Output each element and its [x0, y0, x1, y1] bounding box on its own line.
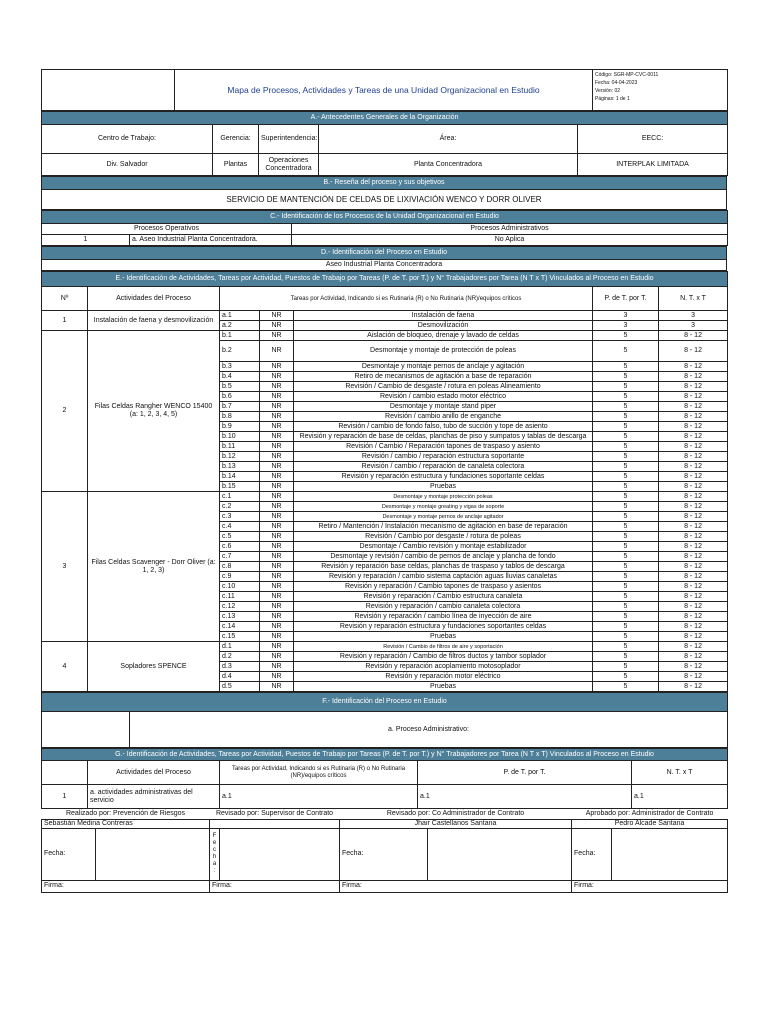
- sig-name-3: Jhair Castellanos Santana: [340, 819, 572, 828]
- e-task-pdt: 3: [593, 321, 659, 331]
- sig-fecha-vertical: F e c h a :: [210, 828, 220, 880]
- e-task-pdt: 5: [593, 402, 659, 412]
- e-task-desc: Revisión / cambio anillo de enganche: [294, 412, 593, 422]
- e-task-code: b.8: [220, 412, 260, 422]
- label-centro: Centro de Trabajo:: [42, 125, 213, 154]
- e-task-desc: Desmontaje y montaje pernos de anclaje y agitación: [294, 362, 593, 372]
- section-a-bar: A.- Antecedentes Generales de la Organización: [42, 112, 728, 125]
- e-task-type: NR: [260, 562, 294, 572]
- e-task-type: NR: [260, 672, 294, 682]
- e-task-desc: Revisión y reparación motor eléctrico: [294, 672, 593, 682]
- e-task-code: d.4: [220, 672, 260, 682]
- e-task-desc: Desmontaje y revisión / cambio de pernos de anclaje y plancha de fondo: [294, 552, 593, 562]
- sig-firma-3[interactable]: Firma:: [340, 880, 572, 892]
- e-task-ntt: 8 - 12: [659, 442, 728, 452]
- sig-fecha-label-1: Fecha:: [42, 828, 96, 880]
- e-task-pdt: 5: [593, 422, 659, 432]
- section-e-table: [41, 271, 728, 692]
- e-task-type: NR: [260, 612, 294, 622]
- e-task-pdt: 5: [593, 331, 659, 341]
- e-task-pdt: 5: [593, 602, 659, 612]
- e-task-code: c.3: [220, 512, 260, 522]
- e-task-type: NR: [260, 492, 294, 502]
- e-task-code: b.14: [220, 472, 260, 482]
- e-task-ntt: 8 - 12: [659, 412, 728, 422]
- e-task-pdt: 5: [593, 632, 659, 642]
- e-task-code: c.4: [220, 522, 260, 532]
- e-task-code: b.11: [220, 442, 260, 452]
- sig-fecha-box-1[interactable]: [96, 828, 210, 880]
- e-task-desc: Revisión y reparación de base de celdas, planchas de piso y sumpatos y tablas de descarga: [294, 432, 593, 442]
- e-task-type: NR: [260, 362, 294, 372]
- e-task-code: b.7: [220, 402, 260, 412]
- e-task-type: NR: [260, 452, 294, 462]
- e-task-pdt: 5: [593, 622, 659, 632]
- e-task-ntt: 8 - 12: [659, 652, 728, 662]
- e-task-row: [42, 492, 728, 502]
- e-task-type: NR: [260, 642, 294, 652]
- administrativo-item: No Aplica: [292, 235, 728, 246]
- e-task-type: NR: [260, 311, 294, 321]
- operativo-item: a. Aseo Industrial Planta Concentradora.: [130, 235, 292, 246]
- e-task-ntt: 8 - 12: [659, 622, 728, 632]
- e-task-pdt: 5: [593, 552, 659, 562]
- section-d-bar: D.- Identificación del Proceso en Estudio: [42, 247, 727, 260]
- sig-revisado-1: Revisado por: Supervisor de Contrato: [215, 809, 334, 817]
- e-task-ntt: 8 - 12: [659, 562, 728, 572]
- e-task-code: b.4: [220, 372, 260, 382]
- sig-fecha-box-3[interactable]: [428, 828, 572, 880]
- e-task-type: NR: [260, 552, 294, 562]
- g-header-ntt: N. T. x T: [632, 761, 728, 785]
- e-header-tareas: Tareas por Actividad, Indicando si es Rutinaria (R) o No Rutinaria (NR)/equipos críticos: [220, 287, 593, 311]
- section-f: [41, 692, 728, 748]
- e-task-pdt: 5: [593, 382, 659, 392]
- e-task-ntt: 8 - 12: [659, 642, 728, 652]
- e-task-desc: Revisión / cambio / reparación de canaleta colectora: [294, 462, 593, 472]
- g-row-tarea: a.1: [220, 785, 418, 809]
- e-task-row: [42, 331, 728, 341]
- section-g: [41, 748, 728, 809]
- e-task-code: c.13: [220, 612, 260, 622]
- e-task-ntt: 8 - 12: [659, 572, 728, 582]
- e-task-code: d.2: [220, 652, 260, 662]
- e-task-code: c.9: [220, 572, 260, 582]
- e-task-desc: Desmontaje y montaje protección poleas: [294, 492, 593, 502]
- e-task-ntt: 8 - 12: [659, 582, 728, 592]
- e-task-desc: Revisión / Cambio de desgaste / rotura en poleas Alineamiento: [294, 382, 593, 392]
- e-task-code: c.6: [220, 542, 260, 552]
- e-task-ntt: 8 - 12: [659, 402, 728, 412]
- e-task-pdt: 3: [593, 311, 659, 321]
- g-row-pdt: a.1: [418, 785, 632, 809]
- e-task-desc: Revisión y reparación / cambio canaleta colectora: [294, 602, 593, 612]
- e-task-ntt: 8 - 12: [659, 462, 728, 472]
- e-task-desc: Revisión y reparación / Cambio estructura canaleta: [294, 592, 593, 602]
- e-task-ntt: 8 - 12: [659, 372, 728, 382]
- e-task-ntt: 8 - 12: [659, 542, 728, 552]
- e-task-code: b.3: [220, 362, 260, 372]
- e-group-num: 4: [42, 642, 88, 692]
- e-task-ntt: 8 - 12: [659, 522, 728, 532]
- signatures-table: [41, 809, 728, 893]
- document-sheet: [41, 69, 727, 893]
- e-task-code: c.2: [220, 502, 260, 512]
- section-c: [41, 210, 728, 246]
- section-f-empty: [42, 712, 130, 748]
- e-task-pdt: 5: [593, 472, 659, 482]
- e-task-code: c.14: [220, 622, 260, 632]
- e-task-ntt: 8 - 12: [659, 502, 728, 512]
- document-meta: [593, 70, 728, 111]
- e-header-actividades: Actividades del Proceso: [88, 287, 220, 311]
- e-task-desc: Desmontaje y montaje greating y vigas de soporte: [294, 502, 593, 512]
- e-task-desc: Desmontaje y montaje pernos de anclaje agitador: [294, 512, 593, 522]
- e-task-desc: Revisión y reparación / Cambio tapones de traspaso y asientos: [294, 582, 593, 592]
- e-task-pdt: 5: [593, 492, 659, 502]
- sig-fecha-label-3: Fecha:: [340, 828, 428, 880]
- e-task-desc: Pruebas: [294, 482, 593, 492]
- e-task-type: NR: [260, 502, 294, 512]
- e-group-activity: Filas Celdas Scavenger - Dorr Oliver (a: 1, 2, 3): [88, 492, 220, 642]
- e-task-desc: Desmontaje y montaje de protección de poleas: [294, 341, 593, 362]
- e-task-type: NR: [260, 682, 294, 692]
- meta-codigo: Código: SGR-MP-CVC-0011: [595, 72, 659, 78]
- e-group-num: 1: [42, 311, 88, 331]
- e-body: [42, 311, 728, 692]
- section-f-bar: F.- Identificación del Proceso en Estudio: [42, 693, 728, 712]
- e-task-desc: Revisión y reparación estructura y fundaciones soportante celdas: [294, 472, 593, 482]
- e-task-pdt: 5: [593, 592, 659, 602]
- sig-firma-2[interactable]: Firma:: [210, 880, 340, 892]
- e-task-desc: Aislación de bloqueo, drenaje y lavado de celdas: [294, 331, 593, 341]
- e-task-type: NR: [260, 341, 294, 362]
- e-task-ntt: 8 - 12: [659, 492, 728, 502]
- e-header-ntt: N. T. x T: [659, 287, 728, 311]
- value-super: Operaciones Concentradora: [259, 154, 319, 176]
- e-task-code: c.11: [220, 592, 260, 602]
- e-task-desc: Revisión y reparación / Cambio de filtros ductos y tambor soplador: [294, 652, 593, 662]
- e-task-type: NR: [260, 321, 294, 331]
- e-task-type: NR: [260, 542, 294, 552]
- e-task-type: NR: [260, 482, 294, 492]
- e-task-type: NR: [260, 422, 294, 432]
- e-task-desc: Revisión / cambio de fondo falso, tubo de succión y tope de asiento: [294, 422, 593, 432]
- sig-name-2: [210, 819, 340, 828]
- e-task-pdt: 5: [593, 522, 659, 532]
- e-task-pdt: 5: [593, 362, 659, 372]
- sig-name-1: Sebastián Medina Contreras: [42, 819, 210, 828]
- e-task-code: c.10: [220, 582, 260, 592]
- e-task-desc: Instalación de faena: [294, 311, 593, 321]
- label-super: Superintendencia:: [259, 125, 319, 154]
- section-c-bar: C.- Identificación de los Procesos de la Unidad Organizacional en Estudio: [42, 211, 728, 224]
- e-header-num: Nº: [42, 287, 88, 311]
- e-task-code: c.15: [220, 632, 260, 642]
- e-task-desc: Revisión / cambio / reparación estructura soportante: [294, 452, 593, 462]
- section-d: [41, 246, 727, 271]
- e-task-code: c.5: [220, 532, 260, 542]
- e-task-code: d.1: [220, 642, 260, 652]
- g-row-ntt: a.1: [632, 785, 728, 809]
- e-task-type: NR: [260, 592, 294, 602]
- e-task-code: b.15: [220, 482, 260, 492]
- e-task-type: NR: [260, 412, 294, 422]
- e-task-desc: Revisión y reparación / cambio sistema captación aguas lluvias canaletas: [294, 572, 593, 582]
- e-task-type: NR: [260, 372, 294, 382]
- e-task-type: NR: [260, 472, 294, 482]
- label-area: Área:: [319, 125, 578, 154]
- e-task-ntt: 3: [659, 321, 728, 331]
- e-task-desc: Revisión y reparación / cambio línea de inyección de aire: [294, 612, 593, 622]
- e-task-ntt: 8 - 12: [659, 552, 728, 562]
- e-task-pdt: 5: [593, 442, 659, 452]
- label-gerencia: Gerencia:: [213, 125, 259, 154]
- operativo-num: 1: [42, 235, 130, 246]
- e-task-ntt: 8 - 12: [659, 482, 728, 492]
- e-task-row: [42, 311, 728, 321]
- meta-version: Versión: 02: [595, 88, 621, 94]
- e-task-desc: Retiro / Mantención / Instalación mecanismo de agitación en base de reparación: [294, 522, 593, 532]
- e-task-type: NR: [260, 442, 294, 452]
- e-task-pdt: 5: [593, 662, 659, 672]
- e-group-num: 3: [42, 492, 88, 642]
- sig-fecha-box-2[interactable]: [220, 828, 340, 880]
- e-task-desc: Pruebas: [294, 632, 593, 642]
- e-task-pdt: 5: [593, 562, 659, 572]
- e-task-ntt: 8 - 12: [659, 432, 728, 442]
- e-task-ntt: 8 - 12: [659, 422, 728, 432]
- e-task-type: NR: [260, 652, 294, 662]
- e-task-pdt: 5: [593, 672, 659, 682]
- e-task-type: NR: [260, 331, 294, 341]
- section-a: [41, 111, 728, 176]
- e-task-type: NR: [260, 432, 294, 442]
- e-task-pdt: 5: [593, 582, 659, 592]
- e-task-code: c.8: [220, 562, 260, 572]
- e-task-type: NR: [260, 572, 294, 582]
- header-table: [41, 69, 728, 111]
- e-task-ntt: 8 - 12: [659, 382, 728, 392]
- operativos-label: Procesos Operativos: [42, 224, 292, 235]
- e-task-type: NR: [260, 392, 294, 402]
- section-e-bar: E.- Identificación de Actividades, Tareas por Actividad, Puestos de Trabajo por Tareas (P. de T. por T.) y N° Trabajadores por Tarea (N T x T) Vinculados al Proceso en Estudio: [42, 272, 728, 287]
- g-header-actividades: Actividades del Proceso: [88, 761, 220, 785]
- e-task-pdt: 5: [593, 452, 659, 462]
- e-task-code: b.10: [220, 432, 260, 442]
- section-b-text: SERVICIO DE MANTENCIÓN DE CELDAS DE LIXIVIACIÓN WENCO Y DORR OLIVER: [42, 190, 727, 210]
- e-task-pdt: 5: [593, 542, 659, 552]
- sig-realizado: Realizado por: Prevención de Riesgos: [65, 809, 186, 817]
- g-header-pdt: P. de T. por T.: [418, 761, 632, 785]
- e-task-ntt: 8 - 12: [659, 452, 728, 462]
- e-task-row: [42, 642, 728, 652]
- value-centro: Div. Salvador: [42, 154, 213, 176]
- e-task-pdt: 5: [593, 682, 659, 692]
- g-header-tareas: Tareas por Actividad, Indicando si es Rutinaria (R) o No Rutinaria (NR)/equipos críticos: [220, 761, 418, 785]
- e-group-activity: Sopladores SPENCE: [88, 642, 220, 692]
- e-task-ntt: 8 - 12: [659, 682, 728, 692]
- e-task-type: NR: [260, 462, 294, 472]
- e-task-ntt: 8 - 12: [659, 392, 728, 402]
- e-task-code: b.1: [220, 331, 260, 341]
- e-task-pdt: 5: [593, 412, 659, 422]
- e-task-pdt: 5: [593, 372, 659, 382]
- e-task-ntt: 8 - 12: [659, 532, 728, 542]
- e-task-pdt: 5: [593, 512, 659, 522]
- sig-firma-4[interactable]: Firma:: [572, 880, 728, 892]
- label-eecc: EECC:: [578, 125, 728, 154]
- sig-name-4: Pedro Alcade Santana: [572, 819, 728, 828]
- value-gerencia: Plantas: [213, 154, 259, 176]
- section-g-bar: G.- Identificación de Actividades, Tareas por Actividad, Puestos de Trabajo por Tareas (P. de T. por T.) y N° Trabajadores por Tarea (N T x T) Vinculados al Proceso en Estudio: [42, 749, 728, 761]
- e-task-type: NR: [260, 602, 294, 612]
- e-task-type: NR: [260, 402, 294, 412]
- e-task-code: d.3: [220, 662, 260, 672]
- administrativos-label: Procesos Administrativos: [292, 224, 728, 235]
- e-task-pdt: 5: [593, 432, 659, 442]
- e-task-code: c.12: [220, 602, 260, 612]
- e-task-code: b.5: [220, 382, 260, 392]
- e-group-activity: Filas Celdas Rangher WENCO 15400 (a: 1, 2, 3, 4, 5): [88, 331, 220, 492]
- e-task-type: NR: [260, 622, 294, 632]
- e-task-type: NR: [260, 632, 294, 642]
- e-task-ntt: 8 - 12: [659, 612, 728, 622]
- e-task-pdt: 5: [593, 612, 659, 622]
- e-task-desc: Revisión / Cambio / Reparación tapones de traspaso y asiento: [294, 442, 593, 452]
- e-task-desc: Pruebas: [294, 682, 593, 692]
- section-b-bar: B.- Reseña del proceso y sus objetivos: [42, 177, 727, 190]
- section-d-text: Aseo Industrial Planta Concentradora: [42, 260, 727, 271]
- e-task-desc: Revisión / cambio estado motor eléctrico: [294, 392, 593, 402]
- sig-firma-1[interactable]: Firma:: [42, 880, 210, 892]
- meta-fecha: Fecha: 04-04-2023: [595, 80, 638, 86]
- e-task-code: a.1: [220, 311, 260, 321]
- e-task-ntt: 8 - 12: [659, 512, 728, 522]
- e-task-ntt: 8 - 12: [659, 632, 728, 642]
- e-task-desc: Desmontaje y montaje stand piper: [294, 402, 593, 412]
- e-task-ntt: 8 - 12: [659, 331, 728, 341]
- e-task-pdt: 5: [593, 392, 659, 402]
- e-task-pdt: 5: [593, 482, 659, 492]
- e-task-desc: Revisión / Cambio por desgaste / rotura de poleas: [294, 532, 593, 542]
- section-b: [41, 176, 727, 210]
- e-task-type: NR: [260, 512, 294, 522]
- e-task-ntt: 8 - 12: [659, 341, 728, 362]
- sig-fecha-label-4: Fecha:: [572, 828, 612, 880]
- sig-aprobado: Aprobado por: Administrador de Contrato: [585, 809, 714, 817]
- e-task-code: b.9: [220, 422, 260, 432]
- document-title: Mapa de Procesos, Actividades y Tareas de una Unidad Organizacional en Estudio: [175, 70, 593, 111]
- sig-fecha-box-4[interactable]: [612, 828, 728, 880]
- sig-revisado-2: Revisado por: Co Administrador de Contrato: [386, 809, 525, 817]
- e-task-code: b.13: [220, 462, 260, 472]
- e-task-ntt: 8 - 12: [659, 662, 728, 672]
- e-task-ntt: 3: [659, 311, 728, 321]
- e-task-code: b.12: [220, 452, 260, 462]
- e-task-type: NR: [260, 382, 294, 392]
- e-task-code: c.1: [220, 492, 260, 502]
- e-task-type: NR: [260, 582, 294, 592]
- e-task-desc: Desmovilización: [294, 321, 593, 331]
- g-row-num: 1: [42, 785, 88, 809]
- e-group-num: 2: [42, 331, 88, 492]
- e-task-code: b.2: [220, 341, 260, 362]
- e-task-desc: Revisión / Cambio de filtros de aire y soportación: [294, 642, 593, 652]
- e-task-desc: Desmontaje / Cambio revisión y montaje estabilizador: [294, 542, 593, 552]
- e-task-code: d.5: [220, 682, 260, 692]
- e-task-desc: Revisión y reparación estructura y fundaciones soportantes celdas: [294, 622, 593, 632]
- e-task-code: a.2: [220, 321, 260, 331]
- value-eecc: INTERPLAK LIMITADA: [578, 154, 728, 176]
- g-row-actividad: a. actividades administrativas del servicio: [88, 785, 220, 809]
- logo-cell: [42, 70, 175, 111]
- e-task-desc: Retiro de mecanismos de agitación a base de reparación: [294, 372, 593, 382]
- e-task-desc: Revisión y reparación base celdas, planchas de traspaso y tablos de descarga: [294, 562, 593, 572]
- e-task-ntt: 8 - 12: [659, 362, 728, 372]
- e-task-ntt: 8 - 12: [659, 592, 728, 602]
- e-task-pdt: 5: [593, 462, 659, 472]
- e-task-pdt: 5: [593, 572, 659, 582]
- value-area: Planta Concentradora: [319, 154, 578, 176]
- e-header-pdt: P. de T. por T.: [593, 287, 659, 311]
- e-task-pdt: 5: [593, 642, 659, 652]
- section-f-text: a. Proceso Administrativo:: [130, 712, 728, 748]
- e-task-ntt: 8 - 12: [659, 672, 728, 682]
- e-task-ntt: 8 - 12: [659, 602, 728, 612]
- e-task-type: NR: [260, 532, 294, 542]
- e-task-pdt: 5: [593, 341, 659, 362]
- e-task-type: NR: [260, 522, 294, 532]
- e-task-code: c.7: [220, 552, 260, 562]
- e-task-pdt: 5: [593, 532, 659, 542]
- e-task-type: NR: [260, 662, 294, 672]
- e-task-pdt: 5: [593, 502, 659, 512]
- e-task-pdt: 5: [593, 652, 659, 662]
- e-task-code: b.6: [220, 392, 260, 402]
- e-group-activity: Instalación de faena y desmovilización: [88, 311, 220, 331]
- meta-paginas: Páginas: 1 de 1: [595, 96, 630, 102]
- e-task-ntt: 8 - 12: [659, 472, 728, 482]
- e-task-desc: Revisión y reparación acoplamiento motosoplador: [294, 662, 593, 672]
- g-header-empty: [42, 761, 88, 785]
